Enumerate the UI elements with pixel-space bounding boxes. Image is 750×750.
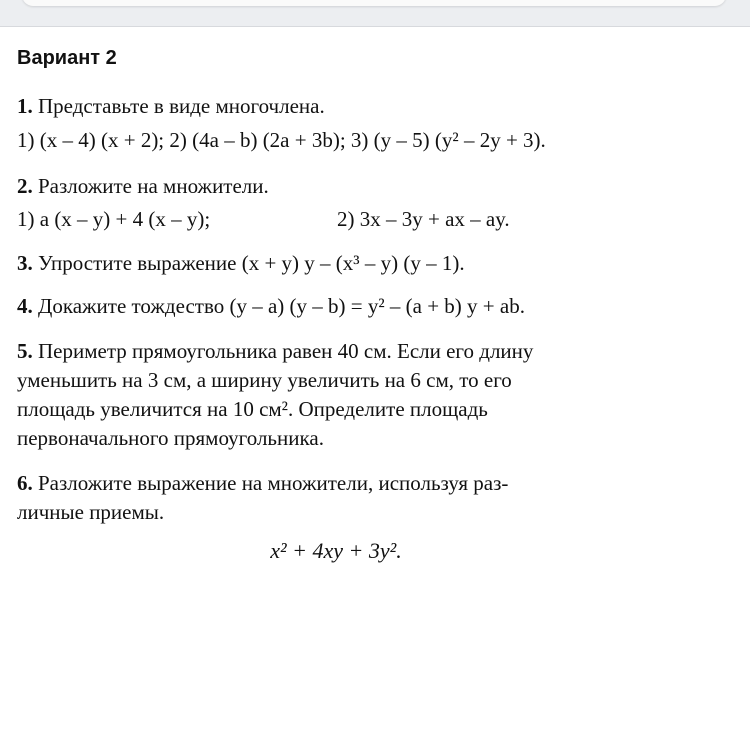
task-number: 6. xyxy=(17,471,33,495)
task-number: 3. xyxy=(17,251,33,275)
address-bar[interactable] xyxy=(22,0,726,6)
task-5-line-4: первоначального прямоугольника. xyxy=(17,426,324,450)
task-1-items: 1) (x – 4) (x + 2); 2) (4a – b) (2a + 3b); 3) (y – 5) (y² – 2y + 3). xyxy=(17,128,546,152)
task-6 xyxy=(17,469,657,527)
task-2-item-1: 1) a (x – y) + 4 (x – y); xyxy=(17,207,211,231)
task-4 xyxy=(17,294,525,319)
task-number: 2. xyxy=(17,174,33,198)
variant-heading: Вариант 2 xyxy=(17,47,117,69)
task-5-line-3: площадь увеличится на 10 см². Определите площадь xyxy=(17,397,488,421)
task-2-title xyxy=(17,174,269,199)
task-number: 1. xyxy=(17,94,33,118)
task-6-line-1: Разложите выражение на множители, используя раз- xyxy=(38,471,509,495)
task-number: 5. xyxy=(17,339,33,363)
task-text: Докажите тождество (y – a) (y – b) = y² – (a + b) y + ab. xyxy=(38,294,525,318)
task-3 xyxy=(17,251,465,276)
task-5 xyxy=(17,337,657,453)
task-5-line-2: уменьшить на 3 см, а ширину увеличить на 6 см, то его xyxy=(17,368,512,392)
task-2-items xyxy=(17,207,657,232)
task-text: Разложите на множители. xyxy=(38,174,269,198)
task-text: Представьте в виде многочлена. xyxy=(38,94,325,118)
task-6-formula: x² + 4xy + 3y². xyxy=(270,538,402,563)
browser-top-bar xyxy=(0,0,750,27)
task-2-item-2: 2) 3x – 3y + ax – ay. xyxy=(337,207,510,231)
task-number: 4. xyxy=(17,294,33,318)
task-1-title xyxy=(17,94,325,119)
task-5-line-1: Периметр прямоугольника равен 40 см. Если его длину xyxy=(38,339,534,363)
task-6-line-2: личные приемы. xyxy=(17,500,165,524)
task-text: Упростите выражение (x + y) y – (x³ – y) (y – 1). xyxy=(38,251,465,275)
